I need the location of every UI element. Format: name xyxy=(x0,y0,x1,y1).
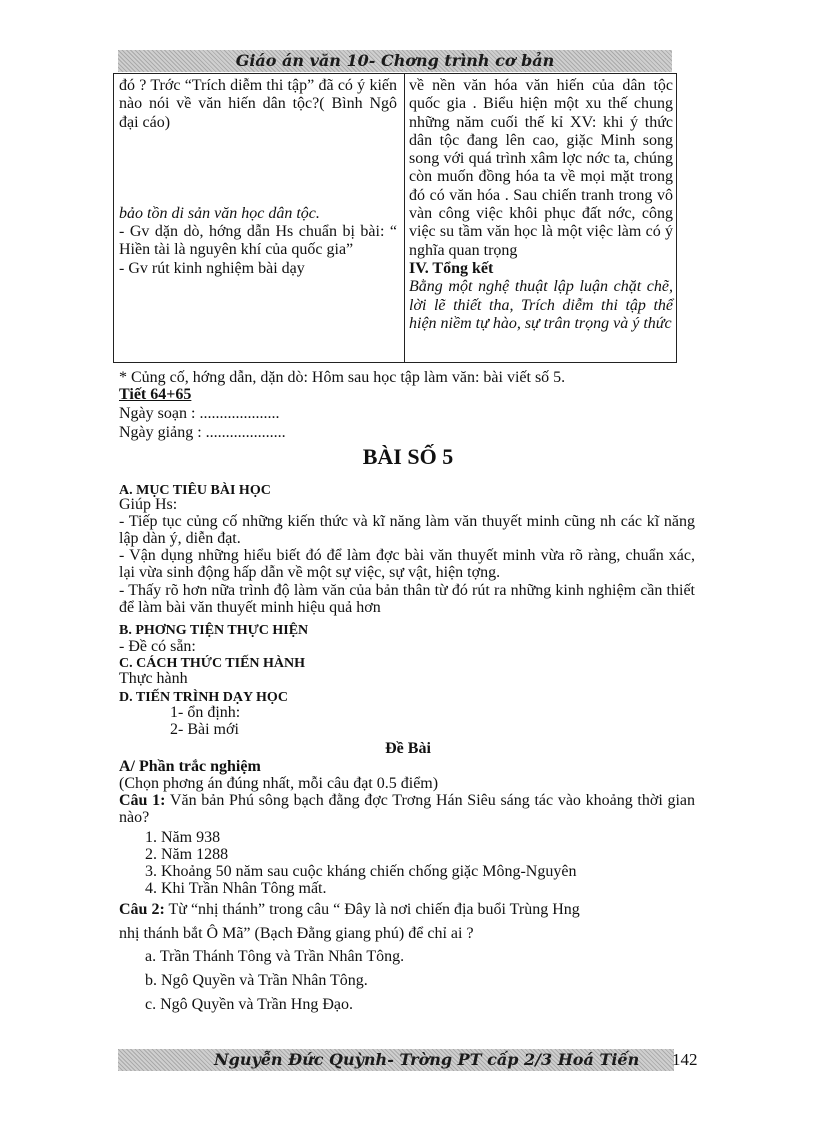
q1-option-2: 2. Năm 1288 xyxy=(145,846,229,863)
q2-option-b: b. Ngô Quyền và Trần Nhân Tông. xyxy=(145,972,368,989)
prep-date xyxy=(119,405,279,422)
teach-date xyxy=(119,424,286,441)
section-c-heading: C. CÁCH THỨC TIẾN HÀNH xyxy=(119,656,306,671)
help-label: Giúp Hs: xyxy=(119,496,178,513)
section-b-heading: B. PHƠNG TIỆN THỰC HIỆN xyxy=(119,623,309,638)
page-header: Giáo án văn 10- Chơng trình cơ bản xyxy=(118,50,672,72)
page-number: 142 xyxy=(672,1050,698,1069)
summary-text: Bằng một nghệ thuật lập luận chặt chẽ, lời lẽ thiết tha, Trích diễm thi tập thể hiện niềm tự hào, sự trân trọng và ý thức xyxy=(409,278,673,332)
exam-part-a: A/ Phần trắc nghiệm xyxy=(119,758,261,775)
summary-heading: IV. Tổng kết xyxy=(409,259,494,277)
left-cell-question: đó ? Trớc “Trích diễm thi tập” đã có ý kiến nào nói về văn hiến dân tộc?( Bình Ngô đại cáo) xyxy=(119,77,397,131)
question-1-text: Văn bản Phú sông bạch đằng đợc Trơng Hán Siêu sáng tác vào khoảng thời gian nào? xyxy=(119,792,696,826)
table-left-cell xyxy=(119,77,397,278)
teach-date-dots: .................... xyxy=(205,424,286,441)
question-2-text-b: nhị thánh bắt Ô Mã” (Bạch Đằng giang phú) để chỉ ai ? xyxy=(119,925,474,942)
goal-1: - Tiếp tục củng cố những kiến thức và kĩ năng làm văn thuyết minh cũng nh các kĩ năng lập dàn ý, diễn đạt. xyxy=(119,513,695,547)
left-cell-italic-line: bảo tồn di sản văn học dân tộc. xyxy=(119,204,320,222)
goal-3: - Thấy rõ hơn nữa trình độ làm văn của bản thân từ đó rút ra những kinh nghiệm cần thiết để làm bài văn thuyết minh hiệu quả hơn xyxy=(119,582,695,616)
right-cell-paragraph: về nền văn hóa văn hiến của dân tộc quốc gia . Biểu hiện một xu thế chung những năm cuối thế kỉ XV: khi ý thức dân tộc đang lên cao, giặc Minh song song với quá trình xâm lợc nớc ta, chúng còn muốn đồng hóa ta về mọi mặt trong đó có văn hóa . Sau chiến tranh trong vô vàn công việc khôi phục đất nớc, công việc su tầm văn học là một việc làm có ý nghĩa quan trọng xyxy=(409,77,673,259)
q1-option-1: 1. Năm 938 xyxy=(145,829,221,846)
section-d-item-1: 1- ổn định: xyxy=(170,704,241,721)
goal-2: - Vận dụng những hiểu biết đó để làm đợc bài văn thuyết minh vừa rõ ràng, chuẩn xác, lại vừa sinh động hấp dẫn về một sự việc, sự vật, hiện tợng. xyxy=(119,547,695,581)
question-1 xyxy=(119,792,695,826)
q2-option-c: c. Ngô Quyền và Trần Hng Đạo. xyxy=(145,996,353,1013)
section-d-heading: D. TIẾN TRÌNH DẠY HỌC xyxy=(119,690,288,705)
left-cell-review: - Gv rút kinh nghiệm bài dạy xyxy=(119,259,305,277)
section-b-text: - Đề có sẵn: xyxy=(119,638,196,655)
question-2-label: Câu 2: xyxy=(119,901,165,918)
q2-option-a: a. Trần Thánh Tông và Trần Nhân Tông. xyxy=(145,948,405,965)
lesson-number: Tiết 64+65 xyxy=(119,386,192,403)
table-column-divider xyxy=(404,73,405,363)
q1-option-4: 4. Khi Trần Nhân Tông mất. xyxy=(145,880,327,897)
page-footer: Nguyễn Đức Quỳnh- Trờng PT cấp 2/3 Hoá Tiến xyxy=(118,1049,674,1071)
prep-date-label: Ngày soạn : xyxy=(119,405,196,422)
page-title: BÀI SỐ 5 xyxy=(362,444,454,469)
section-a-heading: A. MỤC TIÊU BÀI HỌC xyxy=(119,483,271,498)
question-1-label: Câu 1: xyxy=(119,792,166,809)
consolidation-note: * Củng cố, hớng dẫn, dặn dò: Hôm sau học tập làm văn: bài viết số 5. xyxy=(119,369,566,386)
table-right-cell xyxy=(409,77,673,333)
prep-date-dots: .................... xyxy=(199,405,280,422)
exam-heading: Đề Bài xyxy=(385,740,431,757)
question-2 xyxy=(119,901,580,918)
left-cell-homework: - Gv dặn dò, hớng dẫn Hs chuẩn bị bài: “ Hiền tài là nguyên khí của quốc gia” xyxy=(119,223,397,259)
teach-date-label: Ngày giảng : xyxy=(119,424,202,441)
section-c-text: Thực hành xyxy=(119,670,188,687)
q1-option-3: 3. Khoảng 50 năm sau cuộc kháng chiến chống giặc Mông-Nguyên xyxy=(145,863,577,880)
exam-instruction: (Chọn phơng án đúng nhất, mỗi câu đạt 0.5 điểm) xyxy=(119,775,439,792)
question-2-text-a: Từ “nhị thánh” trong câu “ Đây là nơi chiến địa buổi Trùng Hng xyxy=(168,901,580,918)
section-d-item-2: 2- Bài mới xyxy=(170,721,239,738)
